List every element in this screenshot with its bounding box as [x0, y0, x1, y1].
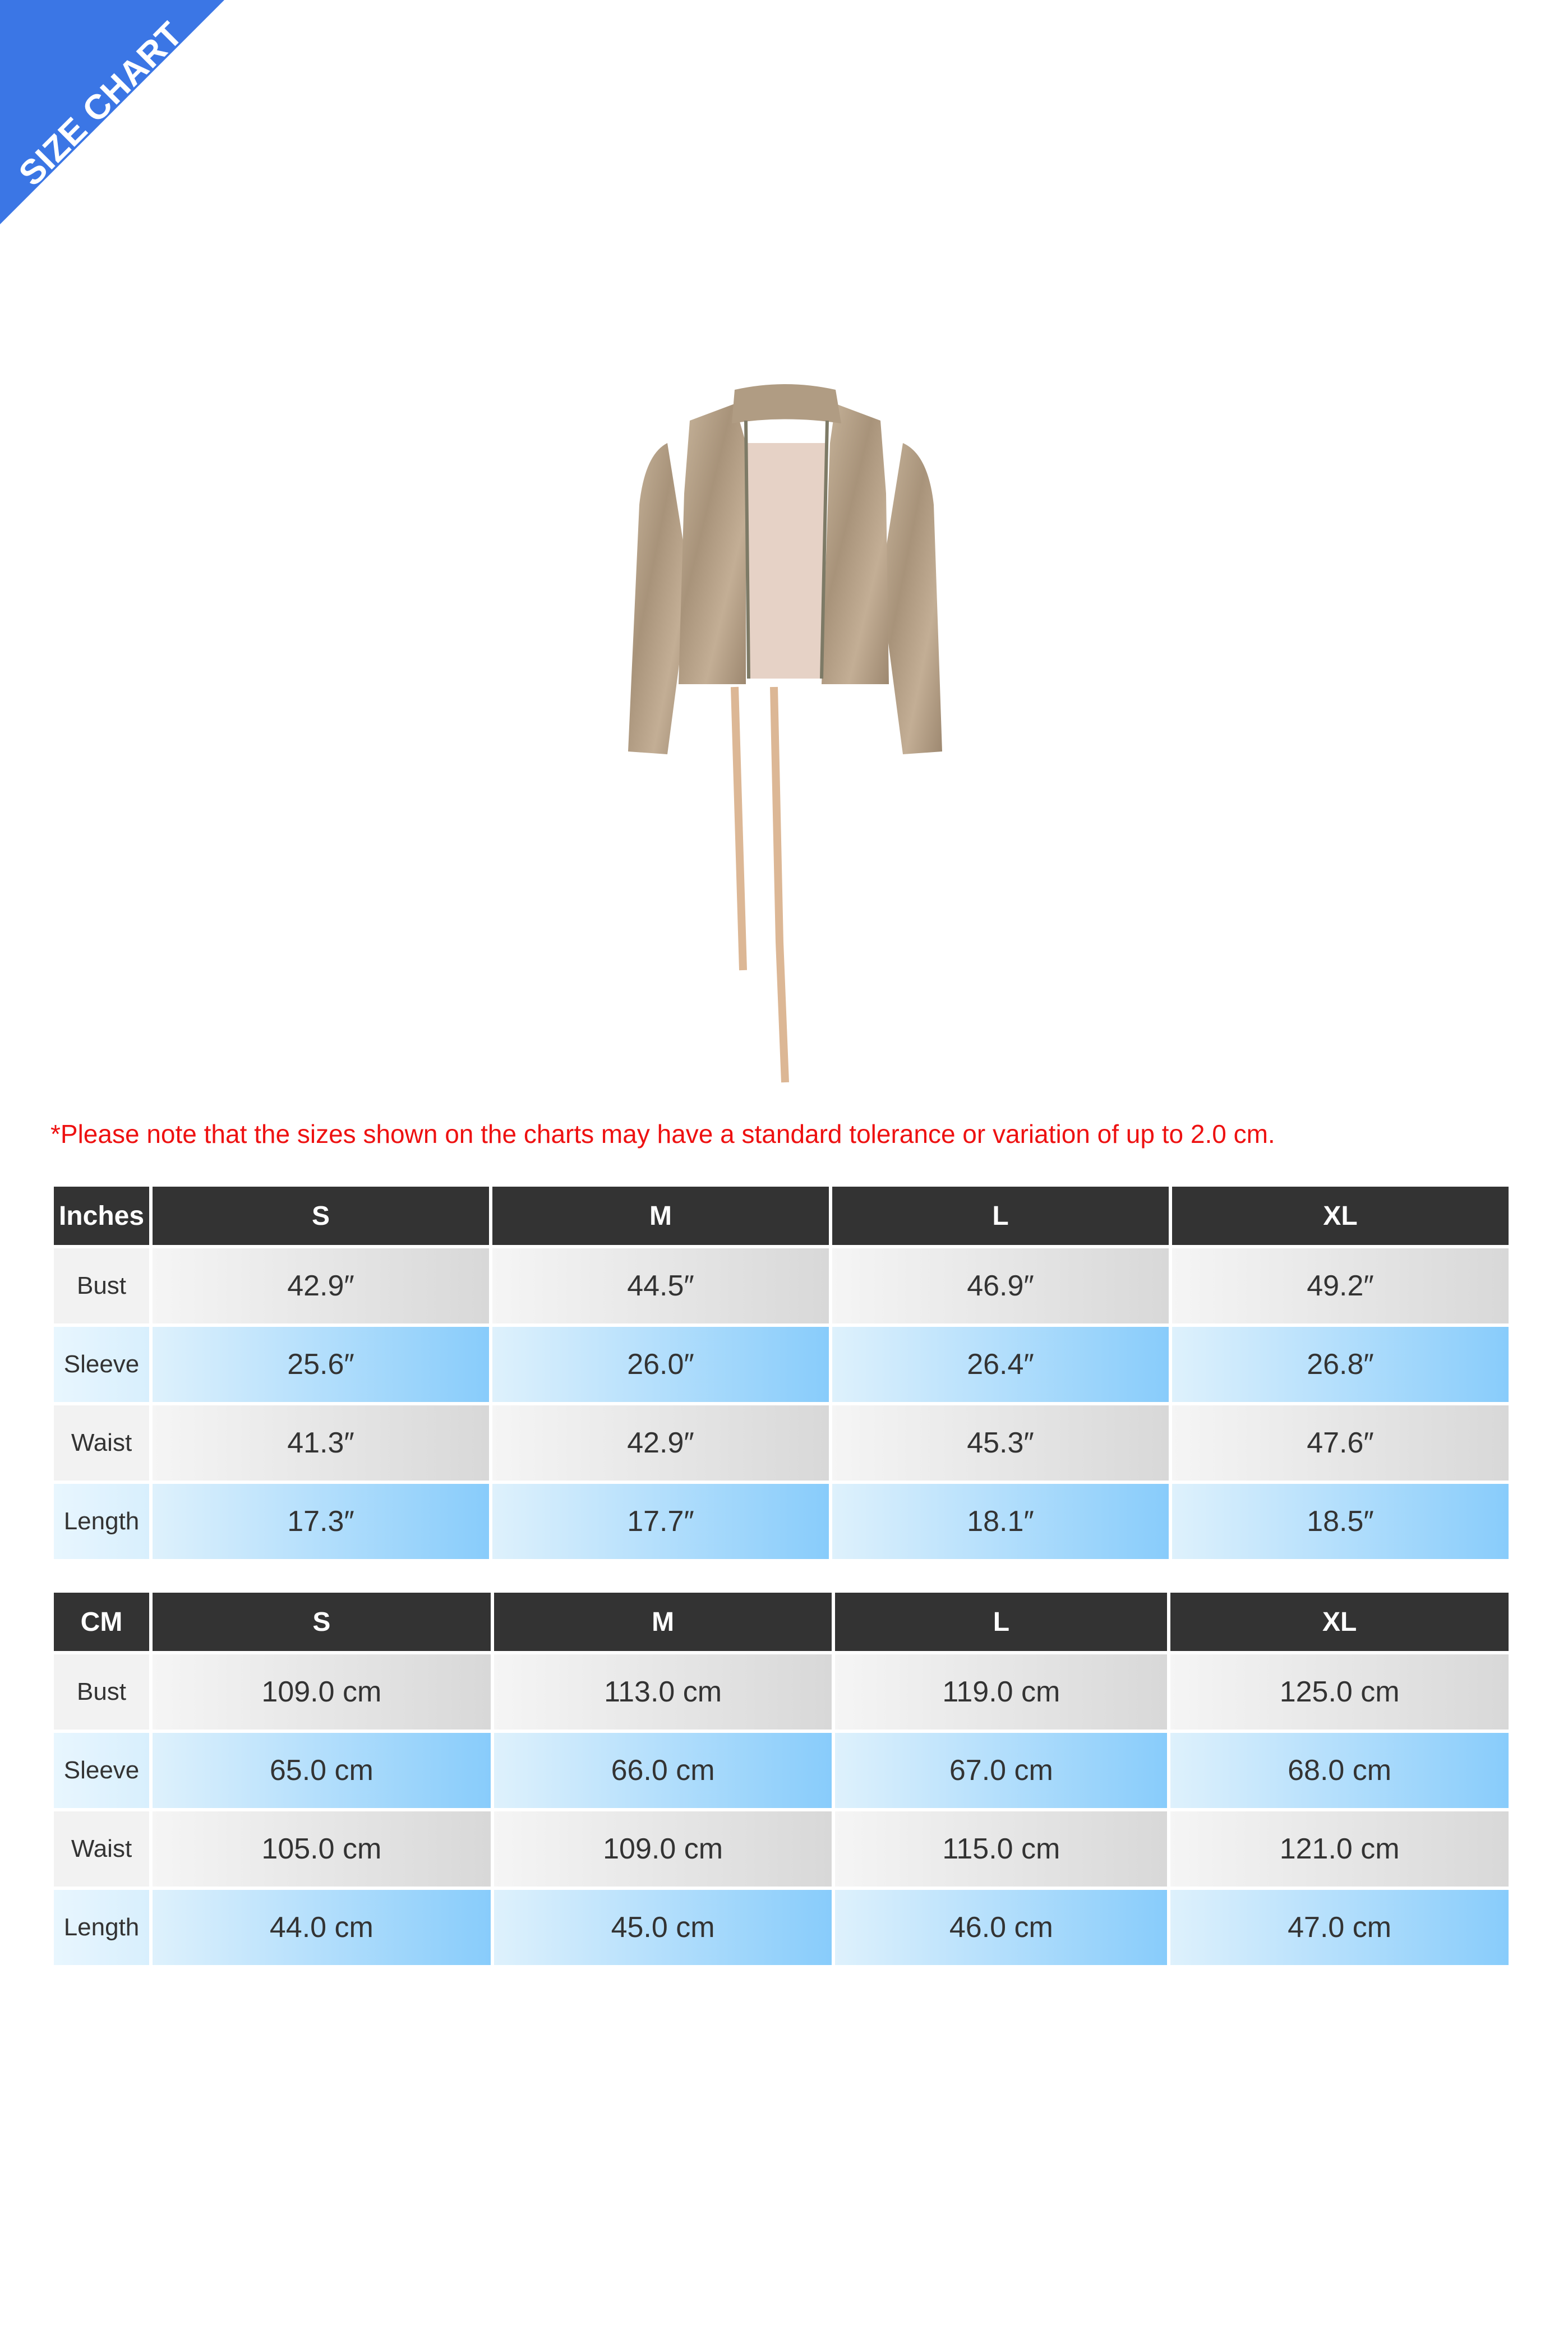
size-chart-banner [0, 0, 224, 224]
jacket-illustration [606, 381, 965, 1088]
table-row [54, 1248, 1509, 1323]
table-cell: 41.3″ [153, 1405, 489, 1481]
table-row [54, 1733, 1509, 1808]
table-cell: 45.3″ [832, 1405, 1169, 1481]
table-cell: 42.9″ [492, 1405, 829, 1481]
table-row [54, 1327, 1509, 1402]
table-cell: 113.0 cm [494, 1654, 832, 1730]
table-cell: 47.6″ [1172, 1405, 1509, 1481]
table-row [54, 1484, 1509, 1559]
table-cell: 26.8″ [1172, 1327, 1509, 1402]
table-cell: 66.0 cm [494, 1733, 832, 1808]
table-cell: 17.7″ [492, 1484, 829, 1559]
unit-label: Inches [54, 1187, 149, 1245]
table-cell: 18.1″ [832, 1484, 1169, 1559]
table-cell: 45.0 cm [494, 1890, 832, 1965]
table-cell: 65.0 cm [153, 1733, 491, 1808]
size-header-s: S [153, 1187, 489, 1245]
row-label: Waist [54, 1811, 149, 1887]
size-table-cm [50, 1589, 1512, 1968]
banner-label: SIZE CHART [11, 15, 191, 193]
row-label: Sleeve [54, 1733, 149, 1808]
row-label: Bust [54, 1654, 149, 1730]
table-cell: 109.0 cm [494, 1811, 832, 1887]
table-cell: 17.3″ [153, 1484, 489, 1559]
table-cell: 46.0 cm [835, 1890, 1167, 1965]
row-label: Bust [54, 1248, 149, 1323]
table-cell: 105.0 cm [153, 1811, 491, 1887]
table-cell: 25.6″ [153, 1327, 489, 1402]
size-header-xl: XL [1170, 1593, 1509, 1651]
table-cell: 44.0 cm [153, 1890, 491, 1965]
table-cell: 115.0 cm [835, 1811, 1167, 1887]
size-header-s: S [153, 1593, 491, 1651]
table-row [54, 1405, 1509, 1481]
table-row [54, 1811, 1509, 1887]
table-cell: 26.0″ [492, 1327, 829, 1402]
row-label: Length [54, 1484, 149, 1559]
product-image [606, 381, 965, 1088]
table-cell: 42.9″ [153, 1248, 489, 1323]
table-cell: 26.4″ [832, 1327, 1169, 1402]
size-header-xl: XL [1172, 1187, 1509, 1245]
table-cell: 68.0 cm [1170, 1733, 1509, 1808]
tolerance-note: *Please note that the sizes shown on the charts may have a standard tolerance or variation of up to 2.0 cm. [50, 1119, 1275, 1149]
table-header-row [54, 1593, 1509, 1651]
table-header-row [54, 1187, 1509, 1245]
size-header-m: M [494, 1593, 832, 1651]
table-row [54, 1890, 1509, 1965]
size-table-inches [50, 1183, 1512, 1562]
size-header-m: M [492, 1187, 829, 1245]
table-row [54, 1654, 1509, 1730]
unit-label: CM [54, 1593, 149, 1651]
row-label: Length [54, 1890, 149, 1965]
table-cell: 47.0 cm [1170, 1890, 1509, 1965]
size-header-l: L [832, 1187, 1169, 1245]
table-cell: 109.0 cm [153, 1654, 491, 1730]
row-label: Sleeve [54, 1327, 149, 1402]
table-cell: 18.5″ [1172, 1484, 1509, 1559]
table-cell: 44.5″ [492, 1248, 829, 1323]
table-cell: 49.2″ [1172, 1248, 1509, 1323]
table-cell: 46.9″ [832, 1248, 1169, 1323]
table-cell: 125.0 cm [1170, 1654, 1509, 1730]
table-cell: 119.0 cm [835, 1654, 1167, 1730]
table-cell: 67.0 cm [835, 1733, 1167, 1808]
table-cell: 121.0 cm [1170, 1811, 1509, 1887]
size-header-l: L [835, 1593, 1167, 1651]
row-label: Waist [54, 1405, 149, 1481]
